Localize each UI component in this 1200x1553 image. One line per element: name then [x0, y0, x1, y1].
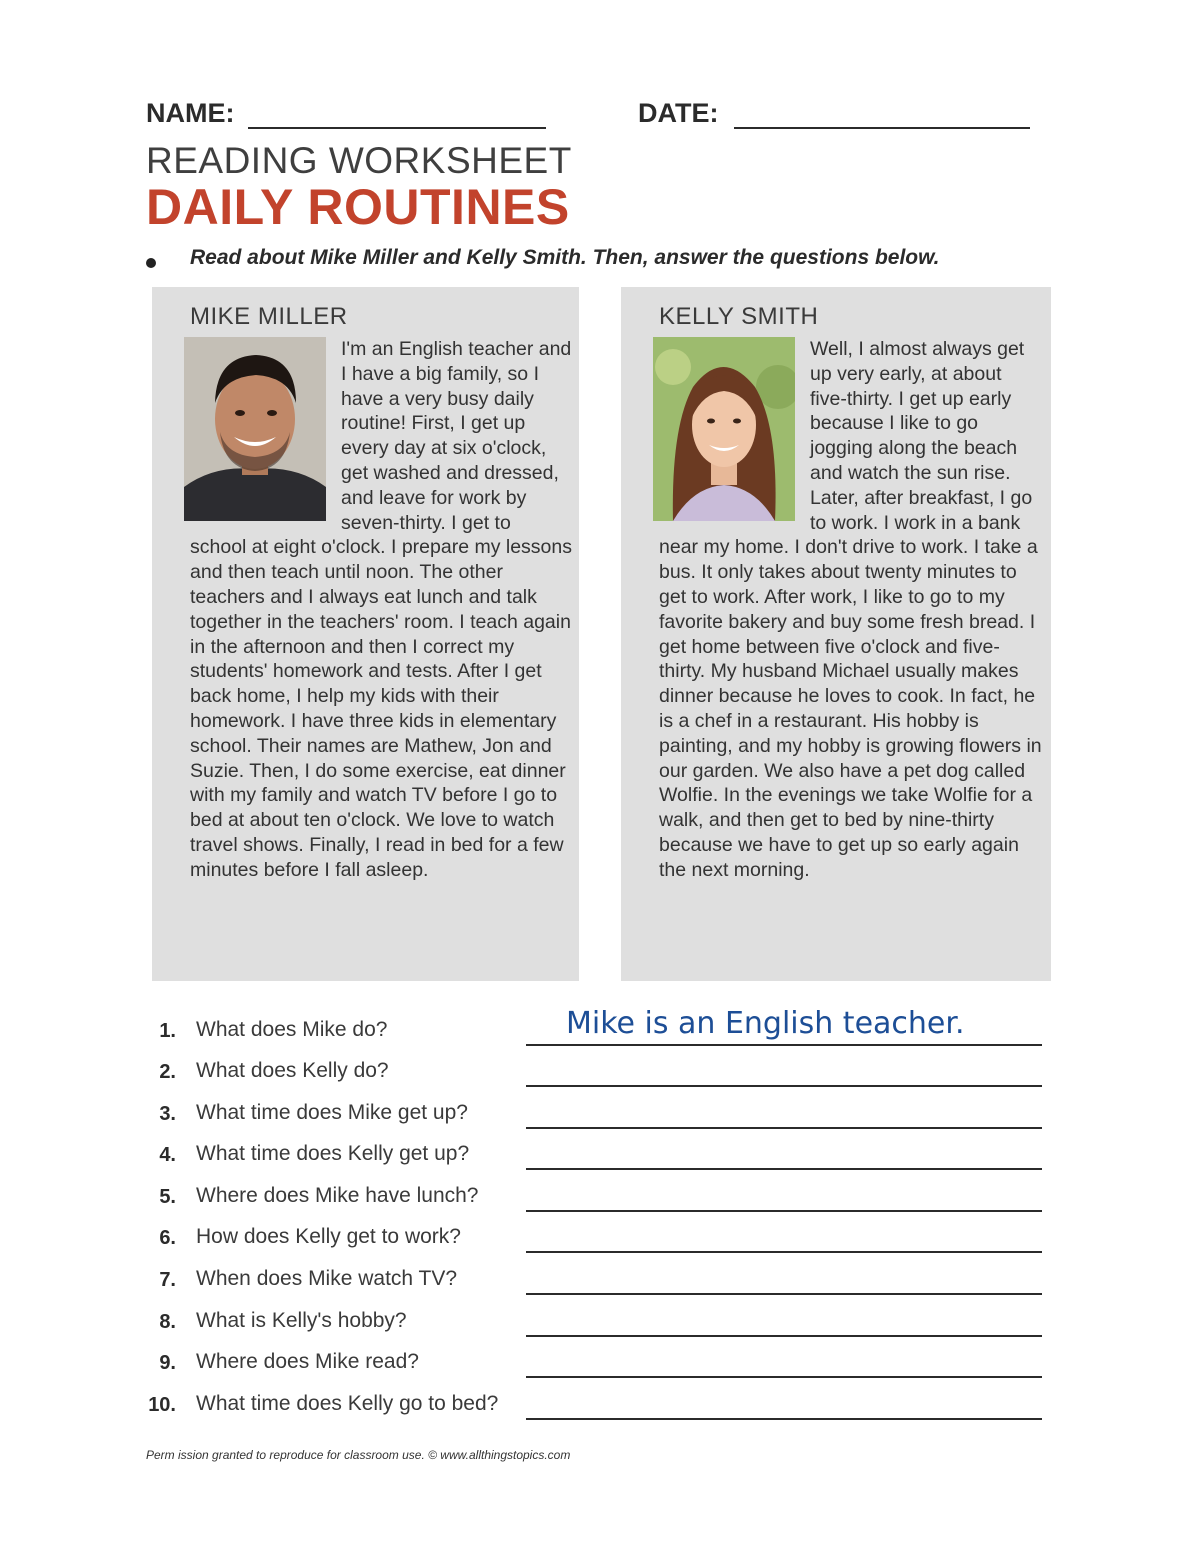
instructions: Read about Mike Miller and Kelly Smith. Then, answer the questions below.: [190, 246, 940, 269]
worksheet-title: READING WORKSHEET: [146, 140, 572, 181]
question-number: 9.: [159, 1352, 176, 1374]
question-text: What time does Mike get up?: [196, 1101, 468, 1124]
bullet-icon: [146, 258, 156, 268]
question-number: 7.: [159, 1269, 176, 1291]
question-text: When does Mike watch TV?: [196, 1267, 458, 1290]
name-field[interactable]: [248, 103, 546, 129]
worksheet-topic: DAILY ROUTINES: [146, 179, 570, 235]
question-text: What time does Kelly get up?: [196, 1142, 470, 1165]
answer-line[interactable]: [526, 1293, 1042, 1295]
date-field[interactable]: [734, 103, 1030, 129]
question-number: 10.: [148, 1394, 176, 1416]
question-text: How does Kelly get to work?: [196, 1225, 461, 1248]
answer-line[interactable]: [526, 1168, 1042, 1170]
question-text: What is Kelly's hobby?: [196, 1309, 407, 1332]
kelly-panel: [621, 287, 1051, 981]
question-number: 4.: [159, 1144, 176, 1166]
answer-line[interactable]: [526, 1044, 1042, 1046]
question-text: Where does Mike read?: [196, 1350, 419, 1373]
mike-panel: [152, 287, 579, 981]
answer-line[interactable]: [526, 1418, 1042, 1420]
question-number: 2.: [159, 1061, 176, 1083]
question-text: What does Mike do?: [196, 1018, 388, 1041]
answer-line[interactable]: [526, 1376, 1042, 1378]
question-text: What does Kelly do?: [196, 1059, 389, 1082]
answer-text: Mike is an English teacher.: [566, 1006, 965, 1041]
name-label: NAME:: [146, 98, 235, 128]
answer-line[interactable]: [526, 1085, 1042, 1087]
answer-line[interactable]: [526, 1127, 1042, 1129]
answer-line[interactable]: [526, 1335, 1042, 1337]
mike-story: I'm an English teacher and I have a big family, so I have a very busy daily routine! First, I get up every day at six o'clock, get washed and dressed, and leave for work by seven-thirty. I get to school at eight o'clock. I prepare my lessons and then teach until noon. The other teachers and I always eat lunch and talk together in the teachers' room. I teach again in the afternoon and then I correct my students' homework and tests. After I get back home, I help my kids with their homework. I have three kids in elementary school. Their names are Mathew, Jon and Suzie. Then, I do some exercise, eat dinner with my family and watch TV before I go to bed at about ten o'clock. We love to watch travel shows. Finally, I read in bed for a few minutes before I fall asleep.: [190, 338, 572, 881]
question-text: Where does Mike have lunch?: [196, 1184, 479, 1207]
question-number: 3.: [159, 1103, 176, 1125]
question-number: 8.: [159, 1311, 176, 1333]
question-number: 5.: [159, 1186, 176, 1208]
question-number: 6.: [159, 1227, 176, 1249]
answer-line[interactable]: [526, 1210, 1042, 1212]
kelly-photo: [653, 337, 795, 521]
question-text: What time does Kelly go to bed?: [196, 1392, 499, 1415]
date-label: DATE:: [638, 98, 719, 128]
answer-line[interactable]: [526, 1251, 1042, 1253]
mike-photo: [184, 337, 326, 521]
kelly-name: KELLY SMITH: [659, 303, 819, 330]
mike-name: MIKE MILLER: [190, 303, 348, 330]
question-number: 1.: [159, 1020, 176, 1042]
footer: Perm ission granted to reproduce for classroom use. © www.allthingstopics.com: [146, 1448, 571, 1462]
kelly-story: Well, I almost always get up very early, at about five-thirty. I get up early because I like to go jogging along the beach and watch the sun rise. Later, after breakfast, I go to work. I work in a bank near my home. I don't drive to work. I take a bus. It only takes about twenty minutes to get to work. After work, I like to go to my favorite bakery and buy some fresh bread. I get home between five o'clock and five-thirty. My husband Michael usually makes dinner because he loves to cook. In fact, he is a chef in a restaurant. His hobby is painting, and my hobby is growing flowers in our garden. We also have a pet dog called Wolfie. In the evenings we take Wolfie for a walk, and then get to bed by nine-thirty because we have to get up so early again the next morning.: [659, 338, 1042, 881]
